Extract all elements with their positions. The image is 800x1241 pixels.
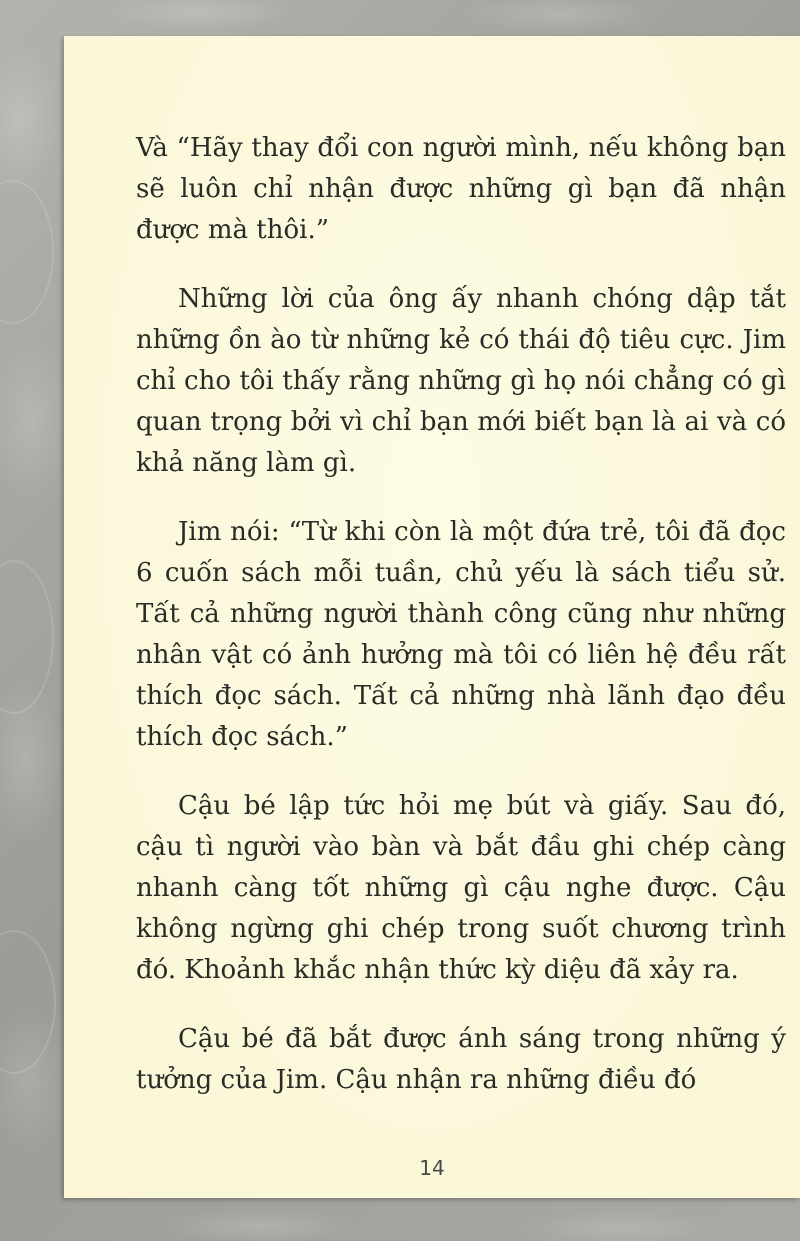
frame-ornament (0, 930, 56, 1074)
paragraph-1: Và “Hãy thay đổi con người mình, nếu không bạn sẽ luôn chỉ nhận được những gì bạn đã nhận được mà thôi.” (136, 133, 786, 245)
body-text (136, 128, 786, 1129)
paragraph-2: Những lời của ông ấy nhanh chóng dập tắt những ồn ào từ những kẻ có thái độ tiêu cực. Jim chỉ cho tôi thấy rằng những gì họ nói chẳng có gì quan trọng bởi vì chỉ bạn mới biết bạn là ai và có khả năng làm gì. (136, 284, 786, 478)
book-page (64, 36, 800, 1198)
frame-ornament (0, 560, 54, 714)
frame-ornament (0, 180, 54, 324)
paragraph-5: Cậu bé đã bắt được ánh sáng trong những ý tưởng của Jim. Cậu nhận ra những điều đó (136, 1024, 786, 1095)
page-number: 14 (419, 1156, 445, 1180)
paragraph-4: Cậu bé lập tức hỏi mẹ bút và giấy. Sau đó, cậu tì người vào bàn và bắt đầu ghi chép càng nhanh càng tốt những gì cậu nghe được. Cậu không ngừng ghi chép trong suốt chương trình đó. Khoảnh khắc nhận thức kỳ diệu đã xảy ra. (136, 791, 786, 985)
paragraph-3: Jim nói: “Từ khi còn là một đứa trẻ, tôi đã đọc 6 cuốn sách mỗi tuần, chủ yếu là sách tiểu sử. Tất cả những người thành công cũng như những nhân vật có ảnh hưởng mà tôi có liên hệ đều rất thích đọc sách. Tất cả những nhà lãnh đạo đều thích đọc sách.” (136, 517, 786, 752)
